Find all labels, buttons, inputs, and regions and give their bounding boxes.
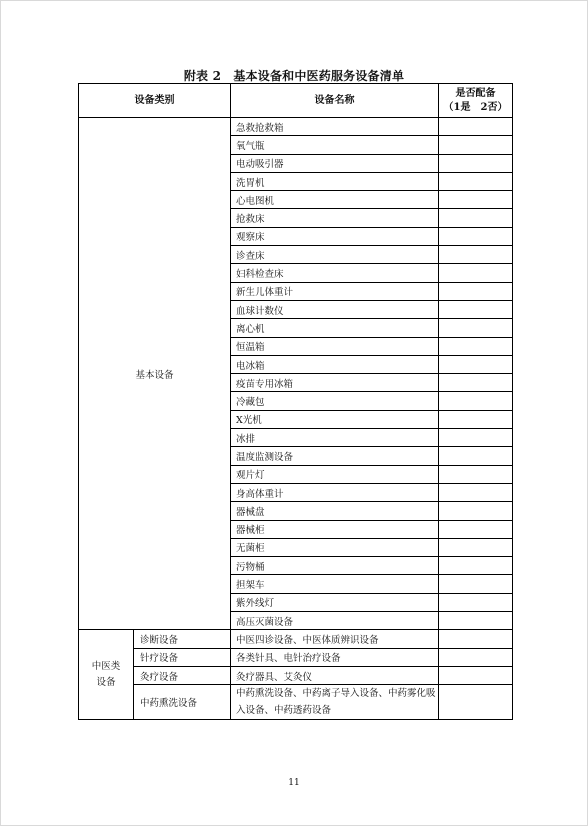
equipment-name: 灸疗器具、艾灸仪 <box>231 666 439 684</box>
category-tcm-label: 中医类设备 <box>91 660 121 688</box>
equipped-cell[interactable] <box>439 191 513 209</box>
equipped-cell[interactable] <box>439 557 513 575</box>
equipped-cell[interactable] <box>439 355 513 373</box>
equipped-cell[interactable] <box>439 502 513 520</box>
equipped-cell[interactable] <box>439 392 513 410</box>
subcategory-cell: 诊断设备 <box>134 630 231 648</box>
equipped-cell[interactable] <box>439 538 513 556</box>
page-title: 附表 2 基本设备和中医药服务设备清单 <box>183 69 405 83</box>
subcategory-cell: 中药熏洗设备 <box>134 685 231 720</box>
equipment-name: X光机 <box>231 410 439 428</box>
table-row <box>79 648 513 666</box>
equipped-cell[interactable] <box>439 337 513 355</box>
table-row <box>79 685 513 720</box>
equipment-name: 担架车 <box>231 575 439 593</box>
equipment-name: 器械盘 <box>231 502 439 520</box>
equipment-name: 高压灭菌设备 <box>231 612 439 630</box>
table-row <box>79 666 513 684</box>
category-tcm <box>79 630 134 720</box>
equipment-name: 洗胃机 <box>231 172 439 190</box>
equipment-name: 恒温箱 <box>231 337 439 355</box>
equipped-cell[interactable] <box>439 154 513 172</box>
equipment-name: 观察床 <box>231 227 439 245</box>
equipment-name: 血球计数仪 <box>231 300 439 318</box>
equipment-name: 抢救床 <box>231 209 439 227</box>
table-body <box>79 118 513 720</box>
equipment-name: 污物桶 <box>231 557 439 575</box>
category-basic: 基本设备 <box>79 118 231 630</box>
equipped-cell[interactable] <box>439 483 513 501</box>
subcategory-cell: 灸疗设备 <box>134 666 231 684</box>
header-equipped-line1: 是否配备 <box>455 87 496 99</box>
header-equipped <box>439 84 513 118</box>
equipment-name: 无菌柜 <box>231 538 439 556</box>
equipment-name: 各类针具、电针治疗设备 <box>231 648 439 666</box>
equipped-cell[interactable] <box>439 666 513 684</box>
equipment-name: 急救抢救箱 <box>231 118 439 136</box>
page-number: 11 <box>288 778 300 788</box>
equipment-name: 冷藏包 <box>231 392 439 410</box>
equipment-name: 疫苗专用冰箱 <box>231 374 439 392</box>
equipment-name: 冰排 <box>231 429 439 447</box>
equipped-cell[interactable] <box>439 172 513 190</box>
equipped-cell[interactable] <box>439 410 513 428</box>
equipped-cell[interactable] <box>439 209 513 227</box>
equipped-cell[interactable] <box>439 136 513 154</box>
equipped-cell[interactable] <box>439 264 513 282</box>
equipped-cell[interactable] <box>439 465 513 483</box>
table-row <box>79 630 513 648</box>
equipment-name: 电冰箱 <box>231 355 439 373</box>
equipped-cell[interactable] <box>439 282 513 300</box>
equipment-table <box>78 83 513 720</box>
equipped-cell[interactable] <box>439 227 513 245</box>
equipment-name: 中医四诊设备、中医体质辨识设备 <box>231 630 439 648</box>
header-equipped-line2: （1是 2否） <box>443 101 508 113</box>
equipment-name: 离心机 <box>231 319 439 337</box>
equipment-name: 氧气瓶 <box>231 136 439 154</box>
header-category: 设备类别 <box>79 84 231 118</box>
equipped-cell[interactable] <box>439 319 513 337</box>
subcategory-cell: 针疗设备 <box>134 648 231 666</box>
equipment-name: 器械柜 <box>231 520 439 538</box>
equipment-name: 新生儿体重计 <box>231 282 439 300</box>
equipment-name: 身高体重计 <box>231 483 439 501</box>
equipment-name: 心电图机 <box>231 191 439 209</box>
equipped-cell[interactable] <box>439 685 513 720</box>
equipped-cell[interactable] <box>439 447 513 465</box>
equipped-cell[interactable] <box>439 118 513 136</box>
table-header-row <box>79 84 513 118</box>
equipped-cell[interactable] <box>439 429 513 447</box>
equipment-name: 观片灯 <box>231 465 439 483</box>
equipped-cell[interactable] <box>439 630 513 648</box>
equipped-cell[interactable] <box>439 374 513 392</box>
equipped-cell[interactable] <box>439 593 513 611</box>
equipment-name: 电动吸引器 <box>231 154 439 172</box>
equipment-name: 诊查床 <box>231 246 439 264</box>
equipped-cell[interactable] <box>439 520 513 538</box>
equipped-cell[interactable] <box>439 300 513 318</box>
equipped-cell[interactable] <box>439 612 513 630</box>
table-row <box>79 118 513 136</box>
equipment-name: 紫外线灯 <box>231 593 439 611</box>
equipment-name: 温度监测设备 <box>231 447 439 465</box>
header-name: 设备名称 <box>231 84 439 118</box>
equipped-cell[interactable] <box>439 648 513 666</box>
equipped-cell[interactable] <box>439 575 513 593</box>
equipped-cell[interactable] <box>439 246 513 264</box>
equipment-name: 中药熏洗设备、中药离子导入设备、中药雾化吸入设备、中药透药设备 <box>231 685 439 720</box>
equipment-name: 妇科检查床 <box>231 264 439 282</box>
